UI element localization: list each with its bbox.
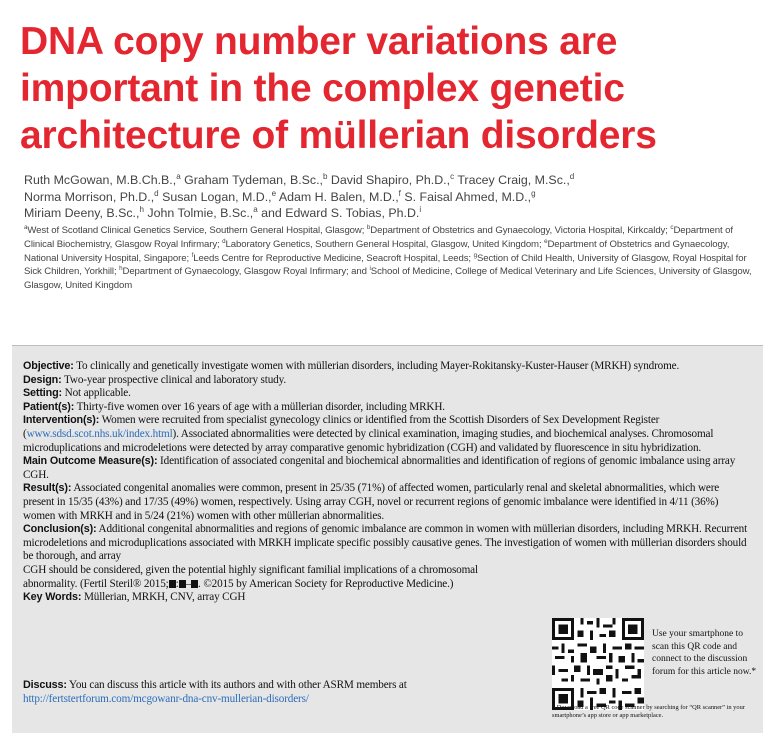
- author-list: [24, 172, 744, 222]
- section-text: ). Associated abnormalities were detected by clinical examination, imaging studies, and biochemical analyses. Chromosomal microduplications and microdeletions were detected by array comparative genomic hybridization (CGH) and validated by fluorescence in situ hybridization.: [23, 427, 714, 454]
- affiliation-mark: e: [544, 237, 548, 245]
- affiliation-mark: b: [366, 223, 371, 231]
- affiliation-mark: f: [191, 251, 194, 259]
- qr-code-icon[interactable]: [552, 618, 644, 710]
- affiliation-mark: h: [119, 265, 123, 273]
- section-label: Patient(s):: [23, 400, 75, 413]
- keywords-section: [23, 591, 751, 605]
- author: and Edward S. Tobias, Ph.D.: [257, 206, 420, 220]
- author: Norma Morrison, Ph.D.,: [24, 189, 155, 204]
- title-line: DNA copy number variations are: [20, 20, 618, 63]
- affiliations: [24, 224, 752, 293]
- placeholder-block-icon: [191, 580, 198, 588]
- affiliation-text: West of Scotland Clinical Genetics Service, Southern General Hospital, Glasgow;: [27, 225, 365, 236]
- section-text: Associated congenital anomalies were common, present in 25/35 (71%) of affected women, particularly renal and skeletal abnormalities, which were present in 15/35 (43%) and 17/35 (49%) women, respectively. Using array CGH, novel or recurrent regions of genomic imbalance were identified in 4/11 (36%) women with MRKH and in 5/24 (21%) women with other müllerian abnormalities.: [23, 482, 720, 522]
- affiliation-mark: a: [176, 171, 181, 181]
- section-label: Main Outcome Measure(s):: [23, 455, 158, 468]
- author: Ruth McGowan, M.B.Ch.B.,: [24, 173, 177, 187]
- placeholder-block-icon: [169, 580, 176, 588]
- section-text: :: [175, 577, 179, 590]
- affiliation-text: Department of Gynaecology, Glasgow Royal Infirmary; and: [122, 266, 367, 278]
- affiliation-text: Laboratory Genetics, Southern General Hospital, Glasgow, United Kingdom;: [225, 238, 542, 250]
- setting-section: [23, 387, 751, 401]
- author: David Shapiro, Ph.D.,: [327, 173, 451, 187]
- section-text: Not applicable.: [64, 387, 131, 400]
- affiliation-text: Leeds Centre for Reproductive Medicine, Seacroft Hospital, Leeds;: [193, 252, 471, 264]
- author: Adam H. Balen, M.D.,: [276, 189, 399, 204]
- affiliation-mark: c: [450, 171, 455, 181]
- author: Susan Logan, M.D.,: [158, 189, 272, 204]
- abstract-box: [12, 345, 763, 733]
- section-text: –: [185, 577, 192, 590]
- affiliation-mark: d: [569, 171, 575, 181]
- title-line: architecture of müllerian disorders: [20, 114, 657, 157]
- article-title: [20, 18, 755, 159]
- affiliation-mark: b: [323, 171, 328, 181]
- section-text: Identification of associated congenital and biochemical abnormalities and identification of regions of genomic imbalance using array CGH.: [23, 455, 736, 481]
- affiliation-mark: d: [154, 188, 159, 198]
- affiliation-mark: e: [271, 188, 277, 198]
- affiliation-mark: d: [222, 237, 226, 245]
- author: Tracey Craig, M.Sc.,: [454, 173, 570, 187]
- objective-section: [23, 360, 751, 374]
- affiliation-mark: h: [139, 204, 144, 214]
- section-label: Discuss:: [23, 679, 67, 691]
- affiliation-mark: c: [670, 223, 674, 231]
- results-section: [23, 482, 751, 523]
- author: John Tolmie, B.Sc.,: [143, 206, 254, 220]
- section-text: You can discuss this article with its authors and with other ASRM members at: [69, 679, 407, 691]
- author: S. Faisal Ahmed, M.D.,: [400, 189, 532, 204]
- abstract-text: [23, 360, 751, 605]
- qr-footnote: * Download a free QR code scanner by searching for “QR scanner” in your smartphone’s app store or app marketplace.: [552, 704, 745, 719]
- affiliation-text: Department of Obstetrics and Gynaecology, Victoria Hospital, Kirkcaldy;: [370, 225, 668, 236]
- affiliation-text: Department of Clinical Biochemistry, Glasgow Royal Infirmary;: [24, 225, 733, 250]
- affiliation-text: School of Medicine, College of Medical Veterinary and Life Sciences, University of Glasgow, Glasgow, United Kingdom: [24, 266, 752, 292]
- section-text: Thirty-five women over 16 years of age with a müllerian disorder, including MRKH.: [76, 400, 445, 413]
- design-section: [23, 374, 751, 388]
- affiliation-mark: i: [419, 204, 422, 214]
- interventions-section: [23, 414, 751, 455]
- conclusions-section: [23, 523, 751, 564]
- section-label: Design:: [23, 373, 62, 386]
- affiliation-mark: f: [398, 188, 401, 198]
- affiliation-mark: g: [531, 188, 536, 198]
- placeholder-block-icon: [179, 580, 186, 588]
- patients-section: [23, 401, 751, 415]
- title-line: important in the complex genetic: [20, 67, 625, 110]
- affiliation-mark: a: [253, 204, 258, 214]
- outcome-section: [23, 455, 751, 482]
- section-label: Setting:: [23, 387, 62, 400]
- affiliation-mark: g: [473, 251, 477, 259]
- section-text: Additional congenital abnormalities and regions of genomic imbalance are common in women with müllerian disorders, including MRKH. Recurrent microdeletions and microduplications associated with MRKH implicate specific possibly causative genes. The investigation of women with müllerian disorders should be thorough, and array: [23, 523, 748, 563]
- section-text: Two-year prospective clinical and laboratory study.: [64, 373, 286, 386]
- section-label: Key Words:: [23, 591, 82, 604]
- section-label: Intervention(s):: [23, 414, 100, 427]
- affiliation-text: Department of Obstetrics and Gynaecology, National University Hospital, Singapore;: [24, 238, 730, 264]
- qr-instructions: Use your smartphone to scan this QR code and connect to the discussion forum for this article now.*: [652, 629, 757, 677]
- section-text: Müllerian, MRKH, CNV, array CGH: [83, 591, 246, 604]
- discuss-section: [23, 678, 553, 707]
- section-text: To clinically and genetically investigate women with müllerian disorders, including Mayer-Rokitansky-Kuster-Hauser (MRKH) syndrome.: [76, 360, 680, 372]
- author: Graham Tydeman, B.Sc.,: [180, 173, 323, 187]
- sdsd-register-link[interactable]: www.sdsd.scot.nhs.uk/index.html: [26, 427, 173, 440]
- affiliation-mark: a: [24, 223, 28, 231]
- section-text: . ©2015 by American Society for Reproductive Medicine.): [198, 577, 454, 590]
- section-label: Objective:: [23, 360, 74, 372]
- discussion-forum-link[interactable]: http://fertstertforum.com/mcgowanr-dna-cnv-mullerian-disorders/: [23, 693, 309, 706]
- author: Miriam Deeny, B.Sc.,: [24, 206, 140, 220]
- section-text: CGH should be considered, given the potential highly significant familial implications of a chromosomal abnormality. (Fertil Steril® 2015;: [23, 563, 478, 590]
- conclusions-continued: [23, 564, 528, 591]
- affiliation-text: Section of Child Health, University of Glasgow, Royal Hospital for Sick Children, Yorkhill;: [24, 252, 747, 278]
- section-label: Result(s):: [23, 482, 72, 495]
- section-text: Women were recruited from specialist gynecology clinics or identified from the Scottish Disorders of Sex Development Register (: [23, 414, 660, 440]
- section-label: Conclusion(s):: [23, 523, 97, 536]
- affiliation-mark: i: [369, 265, 371, 273]
